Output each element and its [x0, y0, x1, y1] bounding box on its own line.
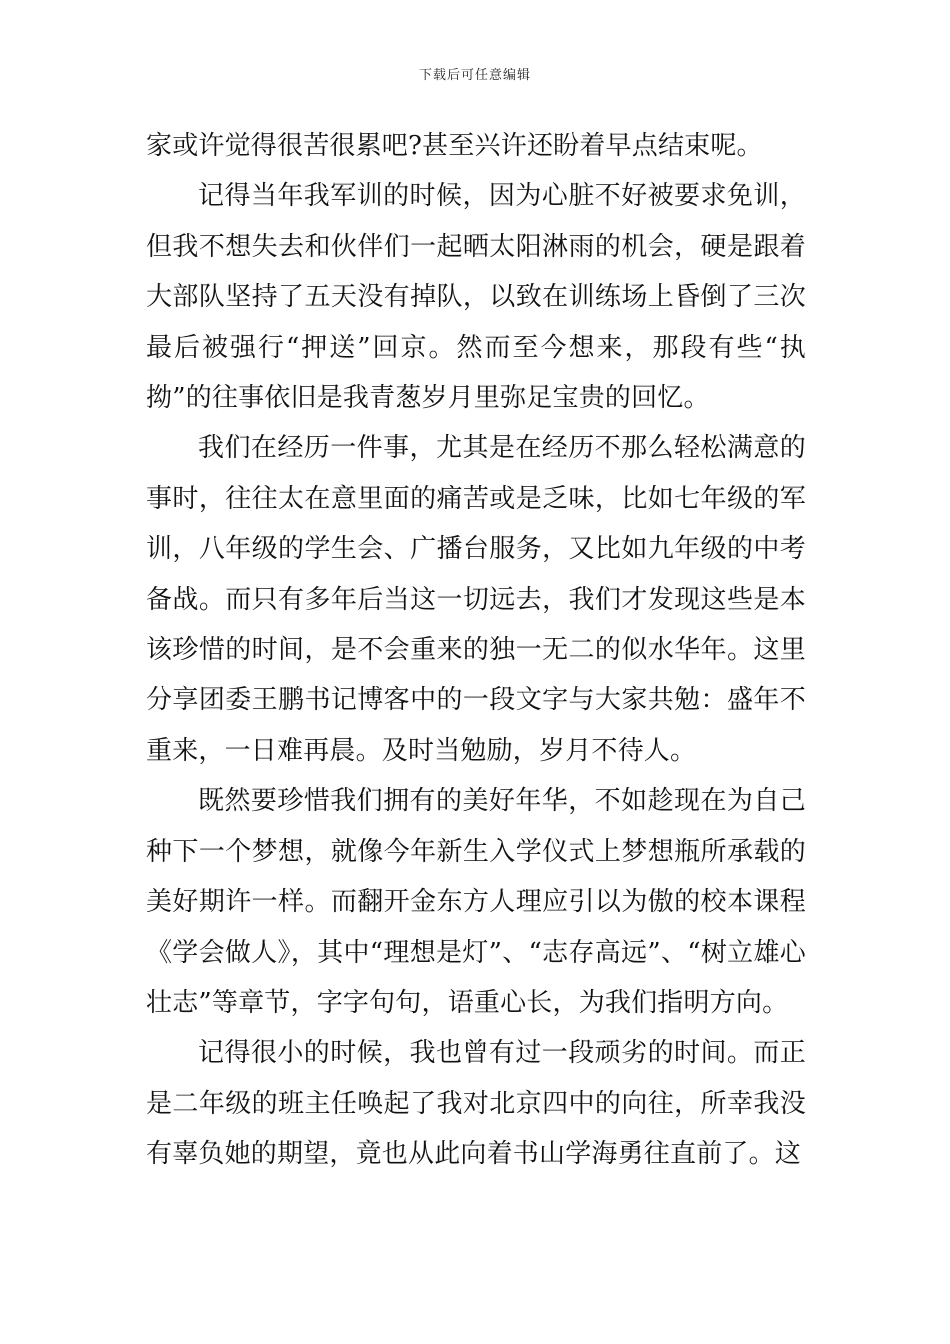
page-header: 下载后可任意编辑 — [418, 68, 531, 83]
paragraph-5: 记得很小的时候，我也曾有过一段顽劣的时间。而正是二年级的班主任唤起了我对北京四中的向往，所幸我没有辜负她的期望，竟也从此向着书山学海勇往直前了。这 — [146, 1038, 806, 1170]
paragraph-1: 家或许觉得很苦很累吧?甚至兴许还盼着早点结束呢。 — [146, 131, 763, 161]
paragraph-3: 我们在经历一件事，尤其是在经历不那么轻松满意的事时，往往太在意里面的痛苦或是乏味，比如七年级的军训，八年级的学生会、广播台服务，又比如九年级的中考备战。而只有多年后当这一切远去，我们才发现这些是本该珍惜的时间，是不会重来的独一无二的似水华年。这里分享团委王鹏书记博客中的一段文字与大家共勉：盛年不重来，一日难再晨。及时当勉励，岁月不待人。 — [146, 433, 806, 766]
paragraph-2: 记得当年我军训的时候，因为心脏不好被要求免训，但我不想失去和伙伴们一起晒太阳淋雨的机会，硬是跟着大部队坚持了五天没有掉队，以致在训练场上昏倒了三次最后被强行“押送”回京。然而至今想来，那段有些“执拗”的往事依旧是我青葱岁月里弥足宝贵的回忆。 — [146, 181, 806, 414]
paragraph-4: 既然要珍惜我们拥有的美好年华，不如趁现在为自己种下一个梦想，就像今年新生入学仪式上梦想瓶所承载的美好期许一样。而翻开金东方人理应引以为傲的校本课程《学会做人》，其中“理想是灯”、“志存高远”、“树立雄心壮志”等章节，字字句句，语重心长，为我们指明方向。 — [146, 786, 806, 1018]
document-body — [146, 121, 806, 1180]
